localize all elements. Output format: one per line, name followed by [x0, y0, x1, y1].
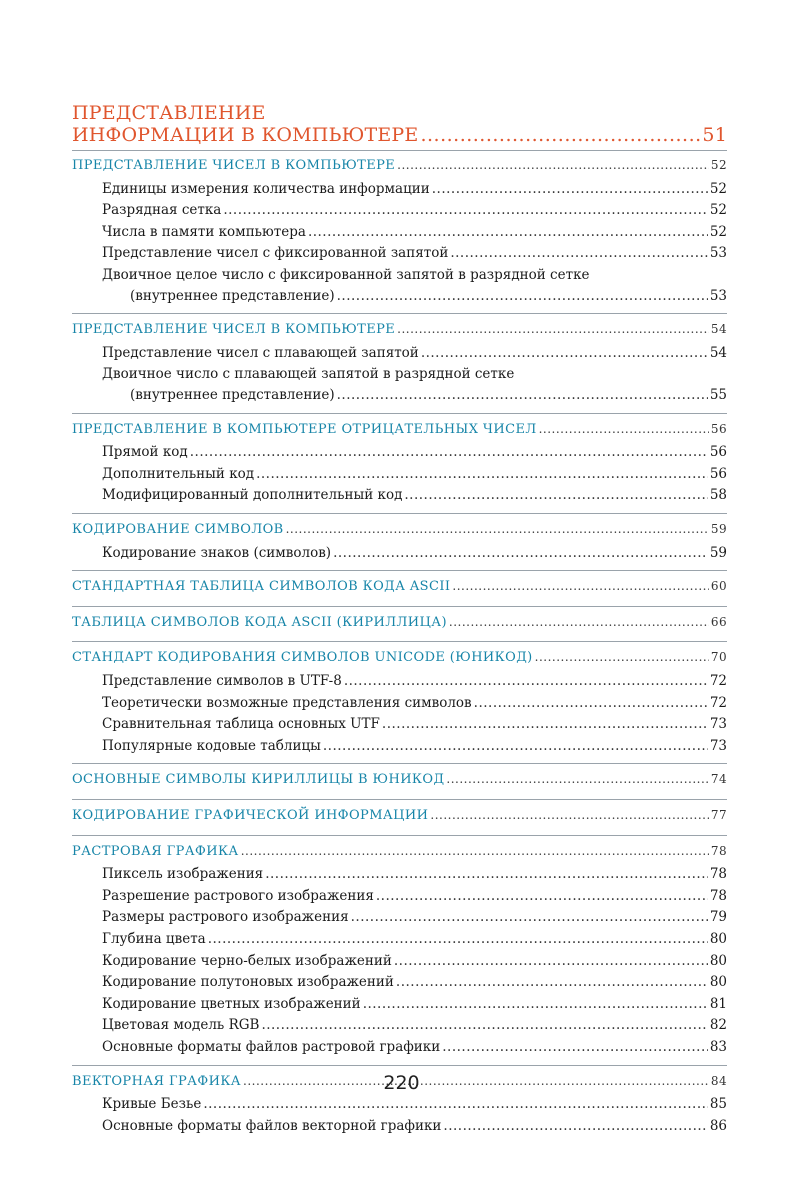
toc-section-entry[interactable] [72, 953, 727, 969]
section-title: Кодирование черно-белых изображений [102, 952, 392, 969]
section-page: 56 [709, 444, 727, 461]
leader-dots [265, 866, 708, 882]
leader-dots [394, 953, 708, 969]
leader-dots [376, 888, 708, 904]
section-title-line1: Двоичное целое число с фиксированной запятой в разрядной сетке [102, 267, 590, 283]
toc-section-entry[interactable] [72, 487, 727, 503]
toc-section-entry[interactable] [72, 1096, 727, 1112]
chapter-page: 84 [710, 1073, 727, 1088]
separator-line [72, 413, 727, 414]
chapter-title: СТАНДАРТНАЯ ТАБЛИЦА СИМВОЛОВ КОДА ASCII [72, 579, 451, 595]
part-title-line2: ИНФОРМАЦИИ В КОМПЬЮТЕРЕ [72, 124, 419, 146]
section-title: Представление чисел с плавающей запятой [102, 344, 419, 361]
leader-dots [308, 224, 708, 240]
section-title: Дополнительный код [102, 465, 255, 482]
chapter-title: КОДИРОВАНИЕ СИМВОЛОВ [72, 522, 284, 537]
section-title: Кодирование цветных изображений [102, 995, 361, 1012]
chapter-title: ПРЕДСТАВЛЕНИЕ ЧИСЕЛ В КОМПЬЮТЕРЕ [72, 158, 396, 173]
section-page: 80 [709, 952, 727, 969]
leader-dots [256, 466, 708, 482]
toc-section-entry[interactable] [72, 202, 727, 218]
section-title: Глубина цвета [102, 931, 206, 947]
leader-dots [397, 322, 709, 336]
toc-section-entry[interactable] [72, 738, 727, 754]
leader-dots [442, 1039, 708, 1055]
chapter-page: 59 [710, 522, 727, 536]
separator-line [72, 150, 727, 151]
section-title: Основные форматы файлов векторной графики [102, 1117, 442, 1134]
section-title: Единицы измерения количества информации [102, 180, 430, 197]
section-page: 53 [709, 245, 727, 262]
part-title-line1: ПРЕДСТАВЛЕНИЕ [72, 102, 266, 124]
chapter-page: 66 [710, 614, 727, 629]
leader-dots [404, 487, 707, 503]
toc-section-entry[interactable] [72, 345, 727, 361]
toc-section-entry[interactable] [72, 224, 727, 240]
toc-section-entry[interactable] [72, 996, 727, 1012]
chapter-page: 77 [710, 808, 727, 822]
section-page: 52 [709, 180, 727, 197]
toc-section-entry[interactable] [72, 673, 727, 689]
leader-dots [430, 808, 709, 822]
leader-dots [449, 615, 709, 629]
section-title: Размеры растрового изображения [102, 909, 349, 926]
leader-dots [432, 181, 708, 197]
chapter-title: ПРЕДСТАВЛЕНИЕ В КОМПЬЮТЕРЕ ОТРИЦАТЕЛЬНЫХ ЧИСЕЛ [72, 421, 537, 437]
toc-section-entry[interactable] [72, 444, 727, 460]
leader-dots [450, 245, 707, 261]
separator-line [72, 763, 727, 764]
chapter-title: ОСНОВНЫЕ СИМВОЛЫ КИРИЛЛИЦЫ В ЮНИКОД [72, 772, 445, 788]
section-page: 78 [709, 887, 727, 904]
leader-dots [363, 996, 708, 1012]
separator-line [72, 513, 727, 514]
section-page: 85 [709, 1096, 727, 1113]
leader-dots [261, 1017, 707, 1033]
chapter-page: 78 [710, 843, 727, 858]
section-title: (внутреннее представление) [130, 287, 335, 304]
section-page: 86 [709, 1117, 727, 1134]
section-title: (внутреннее представление) [130, 387, 335, 403]
chapter-page: 54 [710, 322, 727, 337]
separator-line [72, 799, 727, 800]
leader-dots [333, 545, 708, 561]
chapter-page: 52 [710, 158, 727, 172]
toc-section-entry[interactable] [72, 695, 727, 711]
separator-line [72, 641, 727, 642]
section-page: 56 [709, 465, 727, 482]
section-title: Сравнительная таблица основных UTF [102, 716, 380, 733]
toc-chapter-entry[interactable] [72, 844, 727, 859]
section-page: 72 [709, 694, 727, 711]
page-number: 220 [383, 1072, 420, 1094]
toc-chapter-entry[interactable] [72, 579, 727, 594]
separator-line [72, 313, 727, 314]
separator-line [72, 1065, 727, 1066]
chapter-page: 70 [710, 650, 727, 665]
section-page: 52 [709, 202, 727, 219]
toc-section-entry[interactable] [72, 466, 727, 482]
section-title: Разрядная сетка [102, 202, 222, 219]
chapter-title: КОДИРОВАНИЕ ГРАФИЧЕСКОЙ ИНФОРМАЦИИ [72, 808, 429, 823]
toc-section-entry[interactable] [72, 888, 727, 904]
section-title: Модифицированный дополнительный код [102, 487, 403, 504]
section-page: 81 [709, 995, 727, 1012]
section-page: 55 [709, 387, 727, 403]
section-page: 54 [709, 344, 727, 361]
section-title: Пиксель изображения [102, 866, 264, 883]
leader-dots [421, 345, 708, 361]
chapter-title: РАСТРОВАЯ ГРАФИКА [72, 843, 239, 859]
separator-line [72, 570, 727, 571]
separator-line [72, 606, 727, 607]
chapter-title: ТАБЛИЦА СИМВОЛОВ КОДА ASCII (КИРИЛЛИЦА) [72, 614, 447, 630]
chapter-title: СТАНДАРТ КОДИРОВАНИЯ СИМВОЛОВ UNICODE (ЮНИКОД) [72, 650, 533, 666]
leader-dots [323, 738, 708, 754]
leader-dots [337, 387, 708, 403]
leader-dots [535, 650, 709, 664]
toc-section-entry[interactable] [72, 974, 727, 990]
toc-section-entry[interactable] [72, 545, 727, 561]
section-title: Основные форматы файлов растровой графики [102, 1039, 441, 1055]
section-title: Кривые Безье [102, 1096, 202, 1113]
section-title: Кодирование знаков (символов) [102, 544, 332, 561]
section-page: 59 [709, 544, 727, 561]
chapter-title: ВЕКТОРНАЯ ГРАФИКА [72, 1073, 242, 1089]
section-title: Популярные кодовые таблицы [102, 737, 321, 754]
toc-chapter-entry[interactable] [72, 808, 727, 823]
toc-part-entry[interactable] [72, 124, 727, 146]
section-title: Кодирование полутоновых изображений [102, 974, 394, 991]
leader-dots [420, 124, 700, 146]
section-page: 80 [709, 931, 727, 947]
part-page: 51 [702, 124, 727, 146]
leader-dots [382, 716, 708, 732]
toc-section-entry[interactable] [72, 288, 727, 304]
leader-dots [443, 1118, 707, 1134]
section-page: 72 [709, 673, 727, 689]
toc-section-entry[interactable] [72, 181, 727, 197]
leader-dots [203, 1096, 707, 1112]
leader-dots [539, 422, 709, 436]
section-page: 83 [709, 1039, 727, 1055]
section-page: 73 [709, 716, 727, 733]
section-title: Теоретически возможные представления символов [102, 694, 472, 711]
toc-chapter-entry[interactable] [72, 615, 727, 630]
leader-dots [223, 202, 707, 218]
section-title-line1: Двоичное число с плавающей запятой в разрядной сетке [102, 366, 515, 383]
leader-dots [344, 673, 708, 689]
toc-section-entry[interactable] [72, 1039, 727, 1055]
leader-dots [452, 579, 709, 593]
toc-chapter-entry[interactable] [72, 522, 727, 537]
toc-chapter-entry[interactable] [72, 322, 727, 337]
toc-section-entry[interactable] [72, 866, 727, 882]
leader-dots [396, 974, 708, 990]
chapter-page: 74 [710, 772, 727, 787]
leader-dots [241, 844, 709, 858]
toc-section-entry[interactable] [72, 1017, 727, 1033]
section-title: Числа в памяти компьютера [102, 223, 306, 240]
section-page: 82 [709, 1017, 727, 1034]
chapter-page: 56 [710, 421, 727, 436]
section-page: 58 [709, 487, 727, 504]
section-page: 79 [709, 909, 727, 926]
section-title: Представление символов в UTF-8 [102, 673, 342, 689]
separator-line [72, 835, 727, 836]
toc-chapter-entry[interactable] [72, 772, 727, 787]
toc-section-entry[interactable] [72, 931, 727, 947]
toc-section-entry[interactable] [72, 909, 727, 925]
section-page: 80 [709, 974, 727, 991]
leader-dots [208, 931, 708, 947]
toc-section-entry[interactable] [72, 716, 727, 732]
toc-section-entry[interactable] [72, 245, 727, 261]
section-title: Представление чисел с фиксированной запятой [102, 245, 449, 262]
section-page: 53 [709, 287, 727, 304]
chapter-title: ПРЕДСТАВЛЕНИЕ ЧИСЕЛ В КОМПЬЮТЕРЕ [72, 322, 396, 338]
section-page: 52 [709, 223, 727, 240]
leader-dots [190, 444, 708, 460]
chapter-page: 60 [710, 579, 727, 594]
section-title: Разрешение растрового изображения [102, 887, 374, 904]
leader-dots [474, 695, 708, 711]
leader-dots [337, 288, 708, 304]
section-page: 73 [709, 737, 727, 754]
leader-dots [397, 158, 709, 172]
section-page: 78 [709, 866, 727, 883]
toc-chapter-entry[interactable] [72, 158, 727, 173]
section-title: Цветовая модель RGB [102, 1017, 260, 1034]
section-title: Прямой код [102, 444, 188, 461]
toc-section-entry[interactable] [72, 387, 727, 403]
leader-dots [286, 522, 709, 536]
toc-chapter-entry[interactable] [72, 650, 727, 665]
leader-dots [351, 909, 708, 925]
toc-section-entry[interactable] [72, 1118, 727, 1134]
toc-chapter-entry[interactable] [72, 422, 727, 437]
leader-dots [446, 772, 709, 786]
